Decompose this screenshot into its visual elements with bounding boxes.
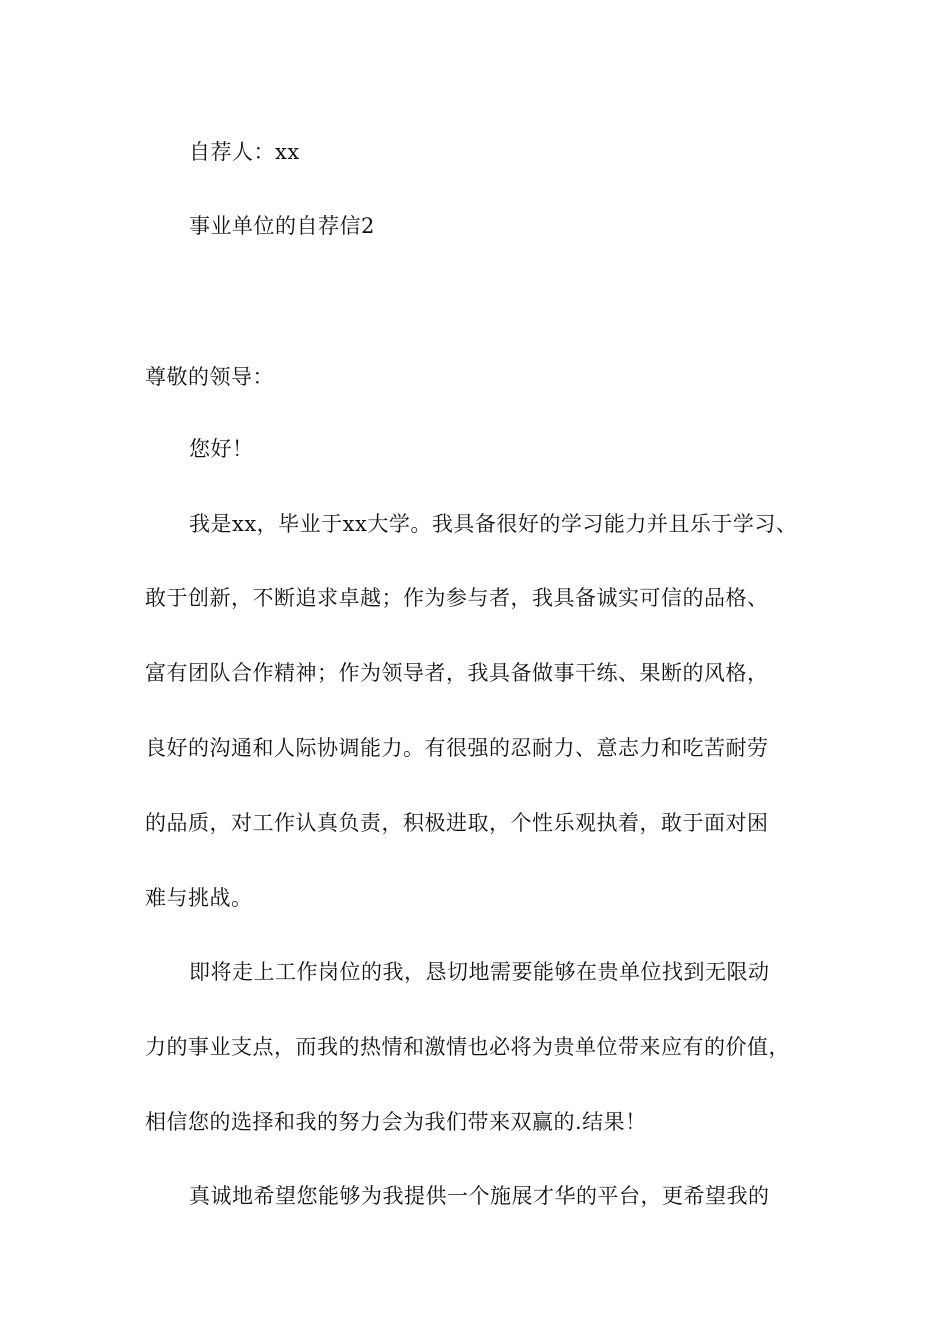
paragraph-line: 的品质，对工作认真负责，积极进取，个性乐观执着，敢于面对困 [145,811,769,835]
greeting: 您好！ [189,437,254,461]
salutation: 尊敬的领导： [145,365,274,389]
paragraph-line: 我是xx，毕业于xx大学。我具备很好的学习能力并且乐于学习、 [189,512,798,536]
paragraph-line: 相信您的选择和我的努力会为我们带来双赢的.结果！ [145,1110,647,1134]
paragraph-line: 敢于创新，不断追求卓越；作为参与者，我具备诚实可信的品格、 [145,586,769,610]
paragraph-line: 良好的沟通和人际协调能力。有很强的忍耐力、意志力和吃苦耐劳 [145,736,769,760]
paragraph-line: 力的事业支点，而我的热情和激情也必将为贵单位带来应有的价值， [145,1035,790,1059]
signature-line: 自荐人：xx [189,140,300,164]
paragraph-line: 难与挑战。 [145,886,253,910]
section-title: 事业单位的自荐信2 [189,214,375,238]
paragraph-line: 即将走上工作岗位的我，恳切地需要能够在贵单位找到无限动 [189,960,770,984]
paragraph-line: 真诚地希望您能够为我提供一个施展才华的平台，更希望我的 [189,1184,770,1208]
paragraph-line: 富有团队合作精神；作为领导者，我具备做事干练、果断的风格， [145,661,769,685]
